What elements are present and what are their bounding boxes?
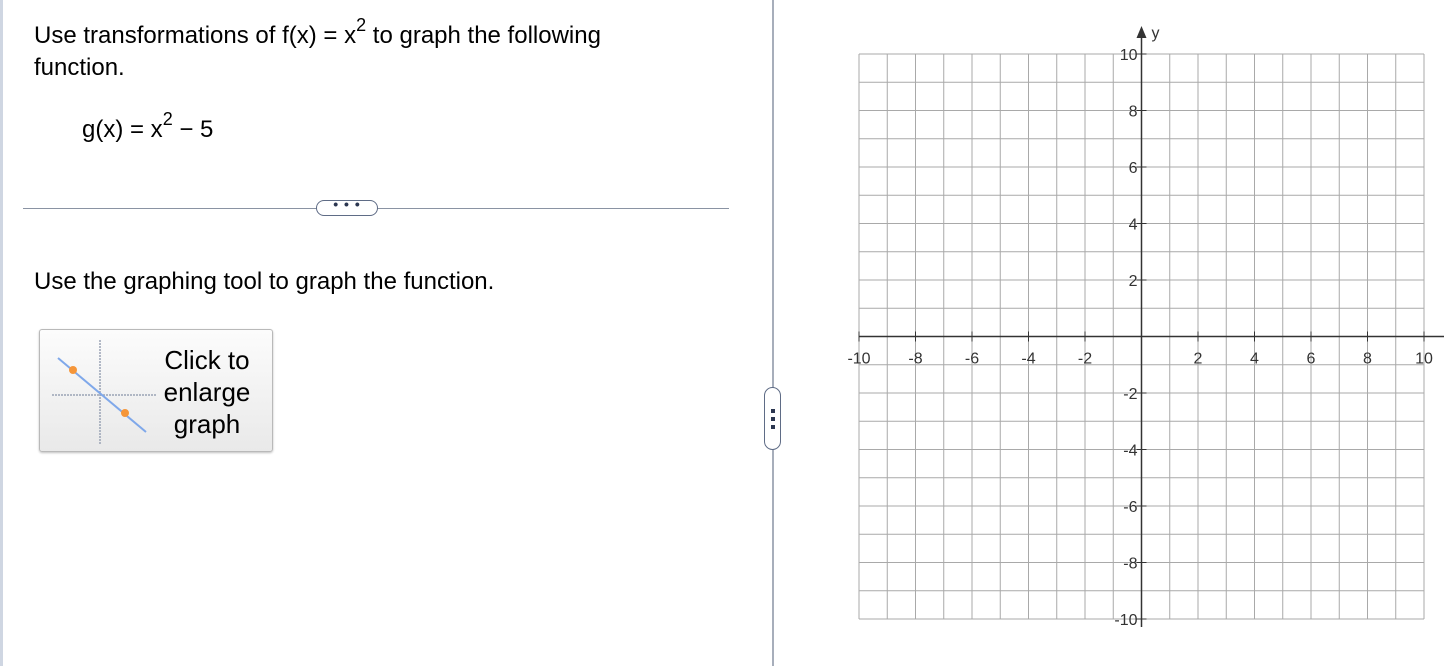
function-lhs: g(x) = x xyxy=(82,116,163,143)
y-tick-label: 10 xyxy=(1119,47,1138,64)
x-tick-label: 10 xyxy=(1415,350,1433,368)
enlarge-graph-button[interactable] xyxy=(39,329,273,452)
more-dots: • • • xyxy=(333,196,361,212)
x-tick-label: -4 xyxy=(1021,350,1036,368)
question-prompt xyxy=(34,15,714,84)
prompt-text: Use transformations of f(x) = x xyxy=(34,22,357,49)
x-tick-label: -10 xyxy=(847,350,871,368)
function-expression xyxy=(82,109,214,146)
function-rhs: − 5 xyxy=(172,116,214,143)
x-tick-label: 2 xyxy=(1193,350,1203,368)
graph-instruction: Use the graphing tool to graph the function. xyxy=(34,268,495,295)
x-tick-label: 8 xyxy=(1363,350,1372,368)
prompt-text-cont: to graph the following xyxy=(366,22,601,49)
y-axis-label: y xyxy=(1151,25,1160,42)
x-tick-label: -2 xyxy=(1077,350,1093,368)
graph-thumbnail-icon xyxy=(52,340,156,444)
y-tick-label: 4 xyxy=(1128,216,1138,234)
pane-resize-handle[interactable] xyxy=(764,387,781,450)
enlarge-label-line3: graph xyxy=(173,409,241,439)
enlarge-label-line1: Click to xyxy=(164,345,250,375)
y-tick-label: 2 xyxy=(1128,273,1138,290)
prompt-exponent: 2 xyxy=(356,15,367,35)
show-more-button[interactable] xyxy=(316,196,378,216)
x-tick-label: -8 xyxy=(908,350,923,368)
y-tick-label: -8 xyxy=(1123,555,1138,573)
prompt-text-line2: function. xyxy=(34,54,125,81)
enlarge-label-line2: enlarge xyxy=(163,377,251,407)
y-tick-label: -4 xyxy=(1123,442,1138,460)
y-tick-label: -6 xyxy=(1123,499,1138,516)
graph-area[interactable] xyxy=(835,14,1444,654)
function-exponent: 2 xyxy=(162,109,173,129)
y-axis-arrow-icon xyxy=(1137,26,1147,38)
x-tick-label: -6 xyxy=(964,350,980,368)
left-border xyxy=(0,0,3,666)
x-tick-label: 6 xyxy=(1306,350,1316,368)
y-tick-label: 8 xyxy=(1128,103,1138,121)
enlarge-graph-label xyxy=(152,344,262,440)
y-tick-label: -2 xyxy=(1123,386,1138,403)
x-tick-label: 4 xyxy=(1250,350,1259,368)
pane-divider xyxy=(772,0,774,666)
y-tick-label: -10 xyxy=(1114,612,1138,629)
coordinate-grid[interactable] xyxy=(835,14,1444,654)
y-tick-label: 6 xyxy=(1128,160,1138,177)
